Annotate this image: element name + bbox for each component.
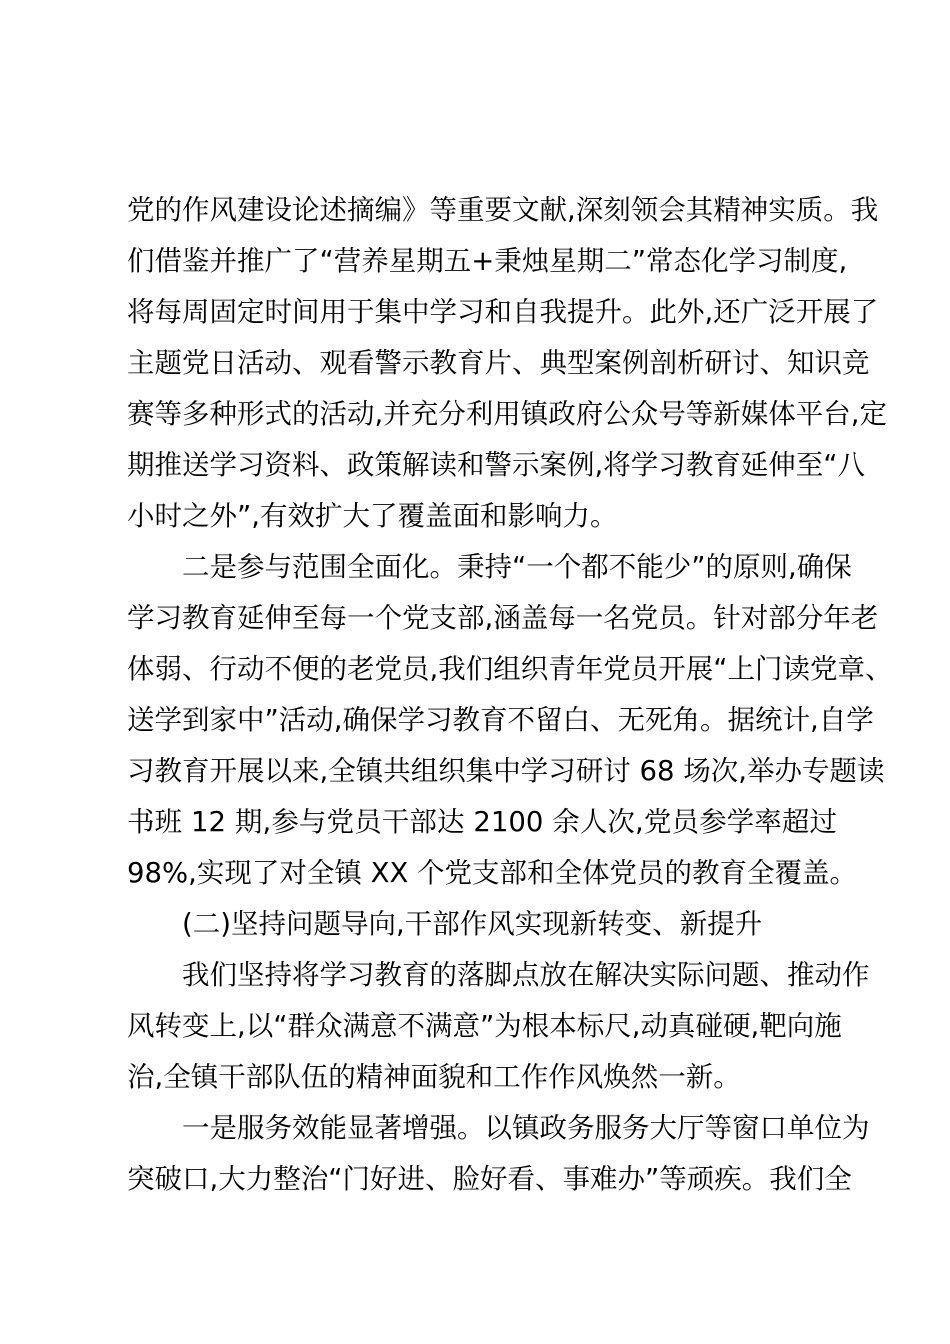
body-text-line: 党的作风建设论述摘编》等重要文献,深刻领会其精神实质。我	[127, 194, 879, 226]
paragraph-first-line: 二是参与范围全面化。秉持“一个都不能少”的原则,确保	[182, 551, 852, 583]
body-text-line: 98%,实现了对全镇 XX 个党支部和全体党员的教育全覆盖。	[127, 857, 858, 889]
body-text-line: 期推送学习资料、政策解读和警示案例,将学习教育延伸至“八	[127, 449, 865, 481]
paragraph-first-line: 我们坚持将学习教育的落脚点放在解决实际问题、推动作	[182, 959, 870, 991]
body-text-line: 习教育开展以来,全镇共组织集中学习研讨 68 场次,举办专题读	[127, 755, 885, 787]
body-text-line: 送学到家中”活动,确保学习教育不留白、无死角。据统计,自学	[127, 704, 874, 736]
document-body	[127, 185, 893, 1205]
section-heading: (二)坚持问题导向,干部作风实现新转变、新提升	[182, 908, 763, 940]
body-text-line: 治,全镇干部队伍的精神面貌和工作作风焕然一新。	[127, 1061, 741, 1093]
paragraph-first-line: 一是服务效能显著增强。以镇政务服务大厅等窗口单位为	[182, 1112, 870, 1144]
body-text-line: 风转变上,以“群众满意不满意”为根本标尺,动真碰硬,靶向施	[127, 1010, 842, 1042]
body-text-line: 书班 12 期,参与党员干部达 2100 余人次,党员参学率超过	[127, 806, 837, 838]
body-text-line: 学习教育延伸至每一个党支部,涵盖每一名党员。针对部分年老	[127, 602, 879, 634]
body-text-line: 们借鉴并推广了“营养星期五+秉烛星期二”常态化学习制度,	[127, 245, 848, 277]
body-text-line: 主题党日活动、观看警示教育片、典型案例剖析研讨、知识竞	[127, 347, 870, 379]
body-text-line: 将每周固定时间用于集中学习和自我提升。此外,还广泛开展了	[127, 296, 879, 328]
body-text-line: 小时之外”,有效扩大了覆盖面和影响力。	[127, 500, 618, 532]
body-text-line: 体弱、行动不便的老党员,我们组织青年党员开展“上门读党章、	[127, 653, 893, 685]
body-text-line: 突破口,大力整治“门好进、脸好看、事难办”等顽疾。我们全	[127, 1163, 852, 1195]
body-text-line: 赛等多种形式的活动,并充分利用镇政府公众号等新媒体平台,定	[127, 398, 887, 430]
